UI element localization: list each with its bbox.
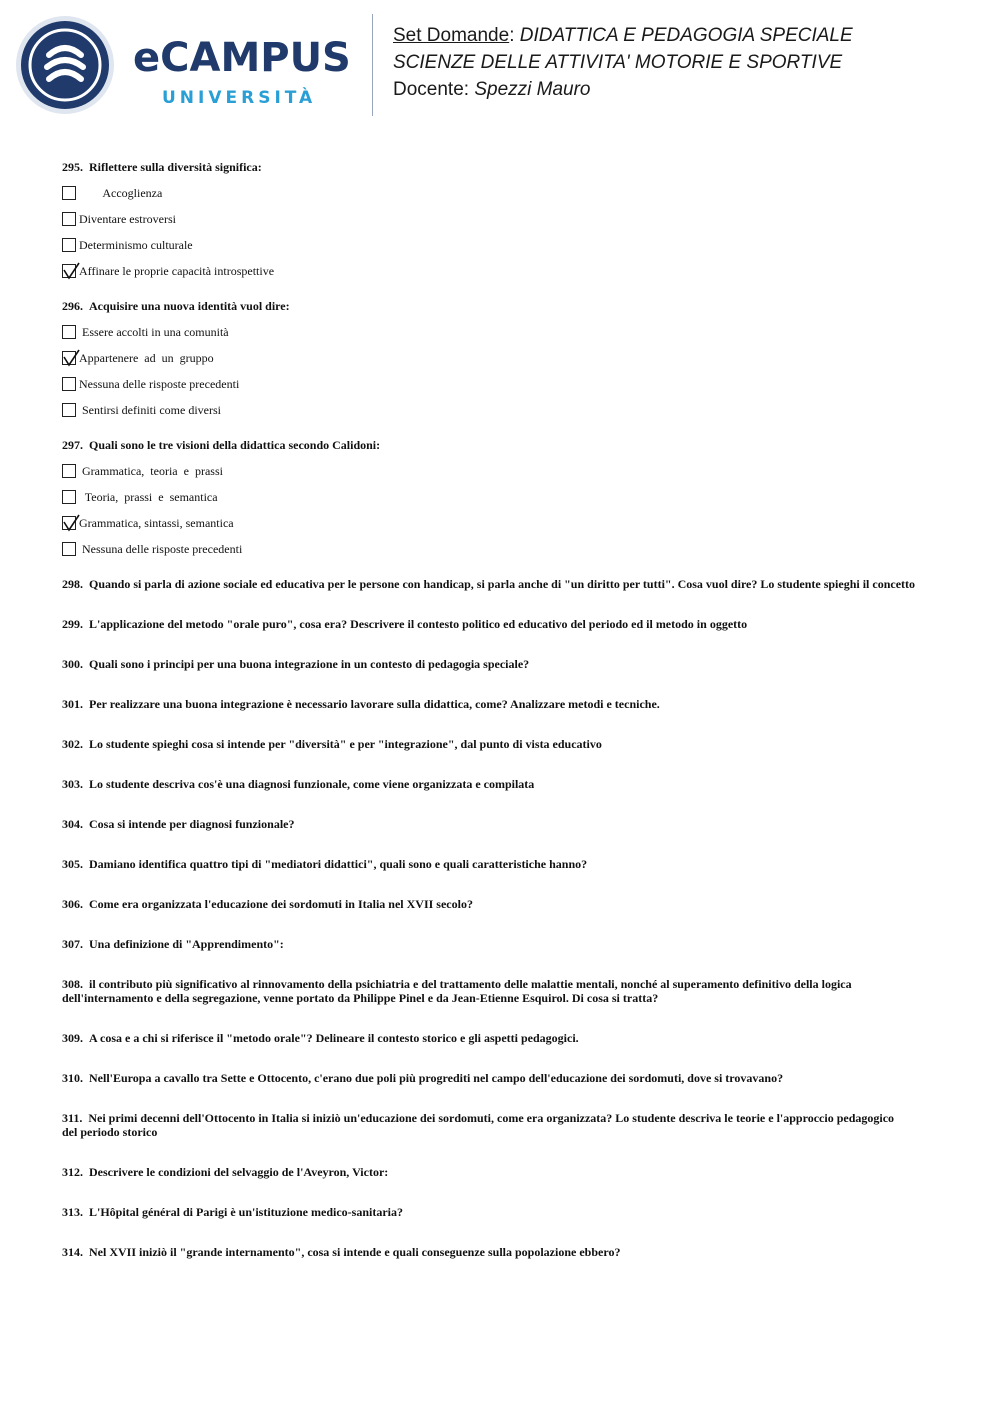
answer-option[interactable] (62, 232, 932, 258)
checked-checkbox[interactable] (62, 264, 76, 278)
question-text: Come era organizzata l'educazione dei sordomuti in Italia nel XVII secolo? (89, 897, 473, 911)
question-number: 298. (62, 577, 83, 591)
question-number: 300. (62, 657, 83, 671)
question-text: Per realizzare una buona integrazione è necessario lavorare sulla didattica, come? Analizzare metodi e tecniche. (89, 697, 660, 711)
question-text: Lo studente spieghi cosa si intende per "diversità" e per "integrazione", dal punto di vista educativo (89, 737, 602, 751)
answer-option-text: Essere accolti in una comunità (79, 324, 229, 339)
answer-option-text: Affinare le proprie capacità introspettive (79, 263, 275, 278)
open-question (62, 577, 932, 591)
open-question (62, 857, 932, 871)
answer-option-text: Determinismo culturale (79, 237, 193, 252)
question-text: A cosa e a chi si riferisce il "metodo orale"? Delineare il contesto storico e gli aspetti pedagogici. (89, 1031, 579, 1045)
question-text: Nell'Europa a cavallo tra Sette e Ottocento, c'erano due poli più progrediti nel campo dell'educazione dei sordomuti, dove si trovavano? (89, 1071, 784, 1085)
checkbox[interactable] (62, 325, 76, 339)
question-number: 295. (62, 160, 83, 174)
question-block (62, 160, 932, 284)
answer-option-text: Appartenere ad un gruppo (79, 350, 214, 365)
question-number: 296. (62, 299, 83, 313)
checkbox[interactable] (62, 403, 76, 417)
question-text: il contributo più significativo al rinnovamento della psichiatria e del trattamento delle malattie mentali, nonché al superamento definitivo della logica dell'internamento e della segregazione, venne portato da Philippe Pinel e da Jean-Etienne Esquirol. Di cosa si tratta? (62, 977, 852, 1005)
multiple-choice-section (62, 160, 932, 562)
open-question (62, 1031, 932, 1045)
answer-option-text: Teoria, prassi e semantica (79, 489, 218, 504)
open-question (62, 977, 932, 1005)
ecampus-logo-icon (15, 15, 115, 115)
question-text: Nel XVII iniziò il "grande internamento", cosa si intende e quali conseguenze sulla popolazione ebbero? (89, 1245, 621, 1259)
question-number: 304. (62, 817, 83, 831)
answer-option[interactable] (62, 510, 932, 536)
question-title (62, 438, 932, 452)
checkbox[interactable] (62, 212, 76, 226)
answer-option[interactable] (62, 345, 932, 371)
answer-option-text: Nessuna delle risposte precedenti (79, 376, 240, 391)
answer-option-text: Diventare estroversi (79, 211, 176, 226)
question-list (62, 160, 932, 1285)
answer-option[interactable] (62, 371, 932, 397)
open-question (62, 897, 932, 911)
open-question (62, 777, 932, 791)
question-block (62, 299, 932, 423)
checkmark-icon (63, 349, 81, 367)
question-text: Riflettere sulla diversità significa: (89, 160, 262, 174)
open-question (62, 1071, 932, 1085)
course-subtitle: SCIENZE DELLE ATTIVITA' MOTORIE E SPORTIVE (393, 52, 843, 73)
checked-checkbox[interactable] (62, 516, 76, 530)
open-question (62, 737, 932, 751)
answer-option-text: Accoglienza (79, 185, 163, 200)
header-line-set (393, 22, 853, 49)
answer-option[interactable] (62, 397, 932, 423)
question-text: Lo studente descriva cos'è una diagnosi funzionale, come viene organizzata e compilata (89, 777, 535, 791)
open-question (62, 817, 932, 831)
checked-checkbox[interactable] (62, 351, 76, 365)
question-title (62, 299, 932, 313)
question-text: Una definizione di "Apprendimento": (89, 937, 284, 951)
course-title: DIDATTICA E PEDAGOGIA SPECIALE (519, 25, 853, 46)
open-question (62, 1245, 932, 1259)
question-number: 307. (62, 937, 83, 951)
question-text: Quali sono le tre visioni della didattica secondo Calidoni: (89, 438, 381, 452)
question-number: 308. (62, 977, 83, 991)
checkmark-icon (63, 514, 81, 532)
answer-option-text: Grammatica, sintassi, semantica (79, 515, 234, 530)
checkbox[interactable] (62, 377, 76, 391)
question-title (62, 160, 932, 174)
header-divider (372, 14, 373, 116)
question-text: L'applicazione del metodo "orale puro", cosa era? Descrivere il contesto politico ed educativo del periodo ed il metodo in oggetto (89, 617, 748, 631)
question-number: 302. (62, 737, 83, 751)
answer-option-text: Sentirsi definiti come diversi (79, 402, 221, 417)
teacher-name: Spezzi Mauro (474, 79, 591, 100)
open-question (62, 657, 932, 671)
question-number: 306. (62, 897, 83, 911)
question-block (62, 438, 932, 562)
answer-option[interactable] (62, 484, 932, 510)
answer-option[interactable] (62, 180, 932, 206)
question-text: L'Hôpital général di Parigi è un'istituzione medico-sanitaria? (89, 1205, 403, 1219)
open-question (62, 617, 932, 631)
answer-option[interactable] (62, 206, 932, 232)
checkbox[interactable] (62, 464, 76, 478)
answer-option[interactable] (62, 258, 932, 284)
teacher-label: Docente: (393, 79, 475, 100)
question-text: Acquisire una nuova identità vuol dire: (89, 299, 290, 313)
answer-option[interactable] (62, 458, 932, 484)
brand-subtitle: UNIVERSITÀ (162, 88, 317, 108)
answer-option[interactable] (62, 536, 932, 562)
question-text: Damiano identifica quattro tipi di "mediatori didattici", quali sono e quali caratteristiche hanno? (89, 857, 588, 871)
question-number: 297. (62, 438, 83, 452)
header-info (393, 22, 853, 103)
answer-option[interactable] (62, 319, 932, 345)
question-number: 310. (62, 1071, 83, 1085)
question-text: Cosa si intende per diagnosi funzionale? (89, 817, 295, 831)
question-text: Nei primi decenni dell'Ottocento in Italia si iniziò un'educazione dei sordomuti, come era organizzata? Lo studente descriva le teorie e l'approccio pedagogico del periodo storico (62, 1111, 895, 1139)
checkbox[interactable] (62, 238, 76, 252)
set-label: Set Domande (393, 25, 510, 46)
open-question (62, 1165, 932, 1179)
question-number: 312. (62, 1165, 83, 1179)
question-text: Descrivere le condizioni del selvaggio de l'Aveyron, Victor: (89, 1165, 389, 1179)
checkbox[interactable] (62, 186, 76, 200)
question-number: 303. (62, 777, 83, 791)
question-number: 305. (62, 857, 83, 871)
question-text: Quali sono i principi per una buona integrazione in un contesto di pedagogia speciale? (89, 657, 530, 671)
question-number: 314. (62, 1245, 83, 1259)
answer-option-text: Nessuna delle risposte precedenti (79, 541, 243, 556)
question-number: 311. (62, 1111, 83, 1125)
question-number: 301. (62, 697, 83, 711)
open-question (62, 1205, 932, 1219)
question-number: 309. (62, 1031, 83, 1045)
open-questions-section (62, 577, 932, 1259)
open-question (62, 1111, 932, 1139)
question-number: 299. (62, 617, 83, 631)
page-header (0, 0, 1000, 130)
question-text: Quando si parla di azione sociale ed educativa per le persone con handicap, si parla anche di "un diritto per tutti". Cosa vuol dire? Lo studente spieghi il concetto (89, 577, 916, 591)
question-number: 313. (62, 1205, 83, 1219)
open-question (62, 937, 932, 951)
answer-option-text: Grammatica, teoria e prassi (79, 463, 223, 478)
header-line-teacher (393, 76, 853, 103)
open-question (62, 697, 932, 711)
brand-name: eCAMPUS (133, 35, 351, 81)
checkmark-icon (63, 262, 81, 280)
checkbox[interactable] (62, 490, 76, 504)
checkbox[interactable] (62, 542, 76, 556)
set-colon: : (509, 25, 520, 46)
